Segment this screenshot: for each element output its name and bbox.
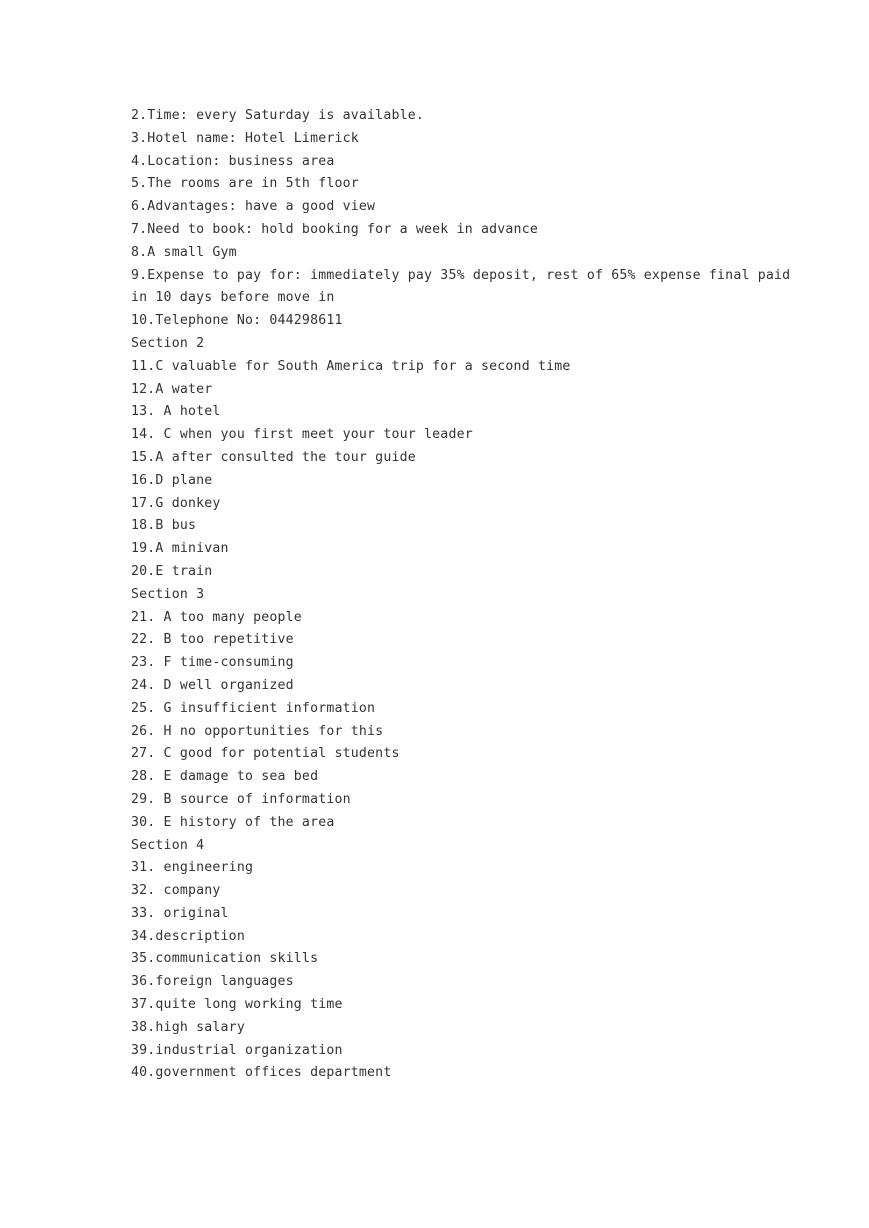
answer-line: 11.C valuable for South America trip for a second time <box>131 358 571 374</box>
answer-line: 23. F time-consuming <box>131 655 294 671</box>
answer-line: 6.Advantages: have a good view <box>131 199 376 215</box>
answer-line: 34.description <box>131 928 245 944</box>
answer-line: 18.B bus <box>131 518 197 534</box>
answer-line: 17.G donkey <box>131 495 221 511</box>
section-heading: Section 3 <box>131 586 205 602</box>
answer-line: 31. engineering <box>131 860 254 876</box>
answer-line: 40.government offices department <box>131 1065 392 1081</box>
answer-line: 14. C when you first meet your tour leader <box>131 427 473 443</box>
answer-line: 16.D plane <box>131 472 213 488</box>
answer-line: 20.E train <box>131 563 213 579</box>
answer-line: 38.high salary <box>131 1019 245 1035</box>
answer-line: 24. D well organized <box>131 677 294 693</box>
answer-line: 30. E history of the area <box>131 814 335 830</box>
answer-line: 8.A small Gym <box>131 244 237 260</box>
answer-line: 19.A minivan <box>131 541 229 557</box>
answer-line: 35.communication skills <box>131 951 319 967</box>
section-heading: Section 2 <box>131 335 205 351</box>
answer-line: 27. C good for potential students <box>131 746 400 762</box>
answer-line: 9.Expense to pay for: immediately pay 35% deposit, rest of 65% expense final paid <box>131 267 791 283</box>
answer-line: 10.Telephone No: 044298611 <box>131 313 343 329</box>
answer-line: 15.A after consulted the tour guide <box>131 449 416 465</box>
answer-line: 12.A water <box>131 381 213 397</box>
answer-line: 28. E damage to sea bed <box>131 769 319 785</box>
answer-line: 39.industrial organization <box>131 1042 343 1058</box>
section-heading: Section 4 <box>131 837 205 853</box>
answer-line: 25. G insufficient information <box>131 700 376 716</box>
answer-line: 13. A hotel <box>131 404 221 420</box>
answer-line: 2.Time: every Saturday is available. <box>131 108 425 123</box>
answer-line: 32. company <box>131 883 221 899</box>
answer-line: 22. B too repetitive <box>131 632 294 648</box>
answer-line: 37.quite long working time <box>131 997 343 1013</box>
answer-line: 5.The rooms are in 5th floor <box>131 176 359 192</box>
answer-line-continuation: in 10 days before move in <box>131 290 335 306</box>
answer-line: 26. H no opportunities for this <box>131 723 384 739</box>
answer-line: 36.foreign languages <box>131 974 294 990</box>
answer-line: 7.Need to book: hold booking for a week in advance <box>131 221 538 237</box>
answer-line: 4.Location: business area <box>131 153 335 169</box>
document-page <box>131 105 831 1085</box>
answer-line: 33. original <box>131 905 229 921</box>
answer-line: 3.Hotel name: Hotel Limerick <box>131 130 359 146</box>
answer-line: 21. A too many people <box>131 609 302 625</box>
answer-line: 29. B source of information <box>131 791 351 807</box>
